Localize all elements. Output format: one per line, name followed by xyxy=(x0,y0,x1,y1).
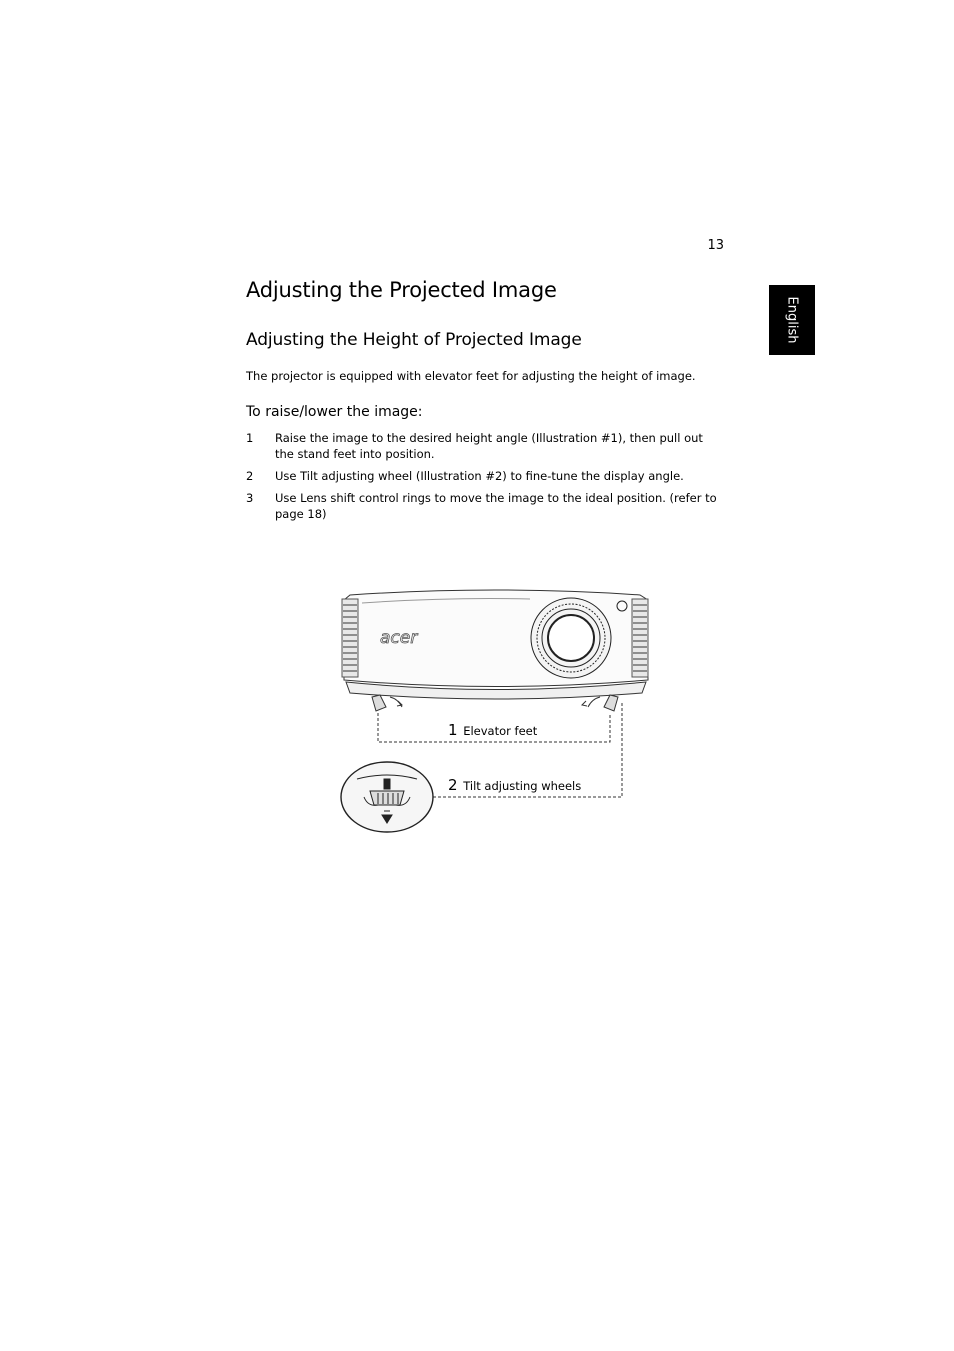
page-title: Adjusting the Projected Image xyxy=(246,278,557,302)
language-tab-label: English xyxy=(784,296,800,344)
steps-heading: To raise/lower the image: xyxy=(246,404,423,420)
callout-number: 1 xyxy=(448,721,458,739)
step-number: 3 xyxy=(246,491,254,505)
step-number: 1 xyxy=(246,431,254,445)
step-text: Use Tilt adjusting wheel (Illustration #2) to fine-tune the display angle. xyxy=(275,469,684,483)
steps-list xyxy=(246,430,724,528)
page-number: 13 xyxy=(707,238,724,253)
language-tab xyxy=(769,285,815,355)
intro-paragraph: The projector is equipped with elevator feet for adjusting the height of image. xyxy=(246,369,696,383)
callout-label: Elevator feet xyxy=(463,724,538,738)
list-item xyxy=(246,490,724,522)
projector-drawing xyxy=(330,585,660,835)
step-text: Raise the image to the desired height angle (Illustration #1), then pull out the stand feet into position. xyxy=(275,431,703,461)
callout-elevator-feet xyxy=(448,721,537,739)
projector-illustration xyxy=(330,585,660,835)
brand-logo: acer xyxy=(380,628,418,648)
list-item xyxy=(246,468,724,484)
list-item xyxy=(246,430,724,462)
callout-tilt-wheels xyxy=(448,776,581,794)
section-title: Adjusting the Height of Projected Image xyxy=(246,330,582,350)
callout-label: Tilt adjusting wheels xyxy=(463,779,582,793)
tilt-wheel-detail xyxy=(341,762,433,832)
callout-number: 2 xyxy=(448,776,458,794)
step-text: Use Lens shift control rings to move the image to the ideal position. (refer to page 18) xyxy=(275,491,717,521)
step-number: 2 xyxy=(246,469,254,483)
